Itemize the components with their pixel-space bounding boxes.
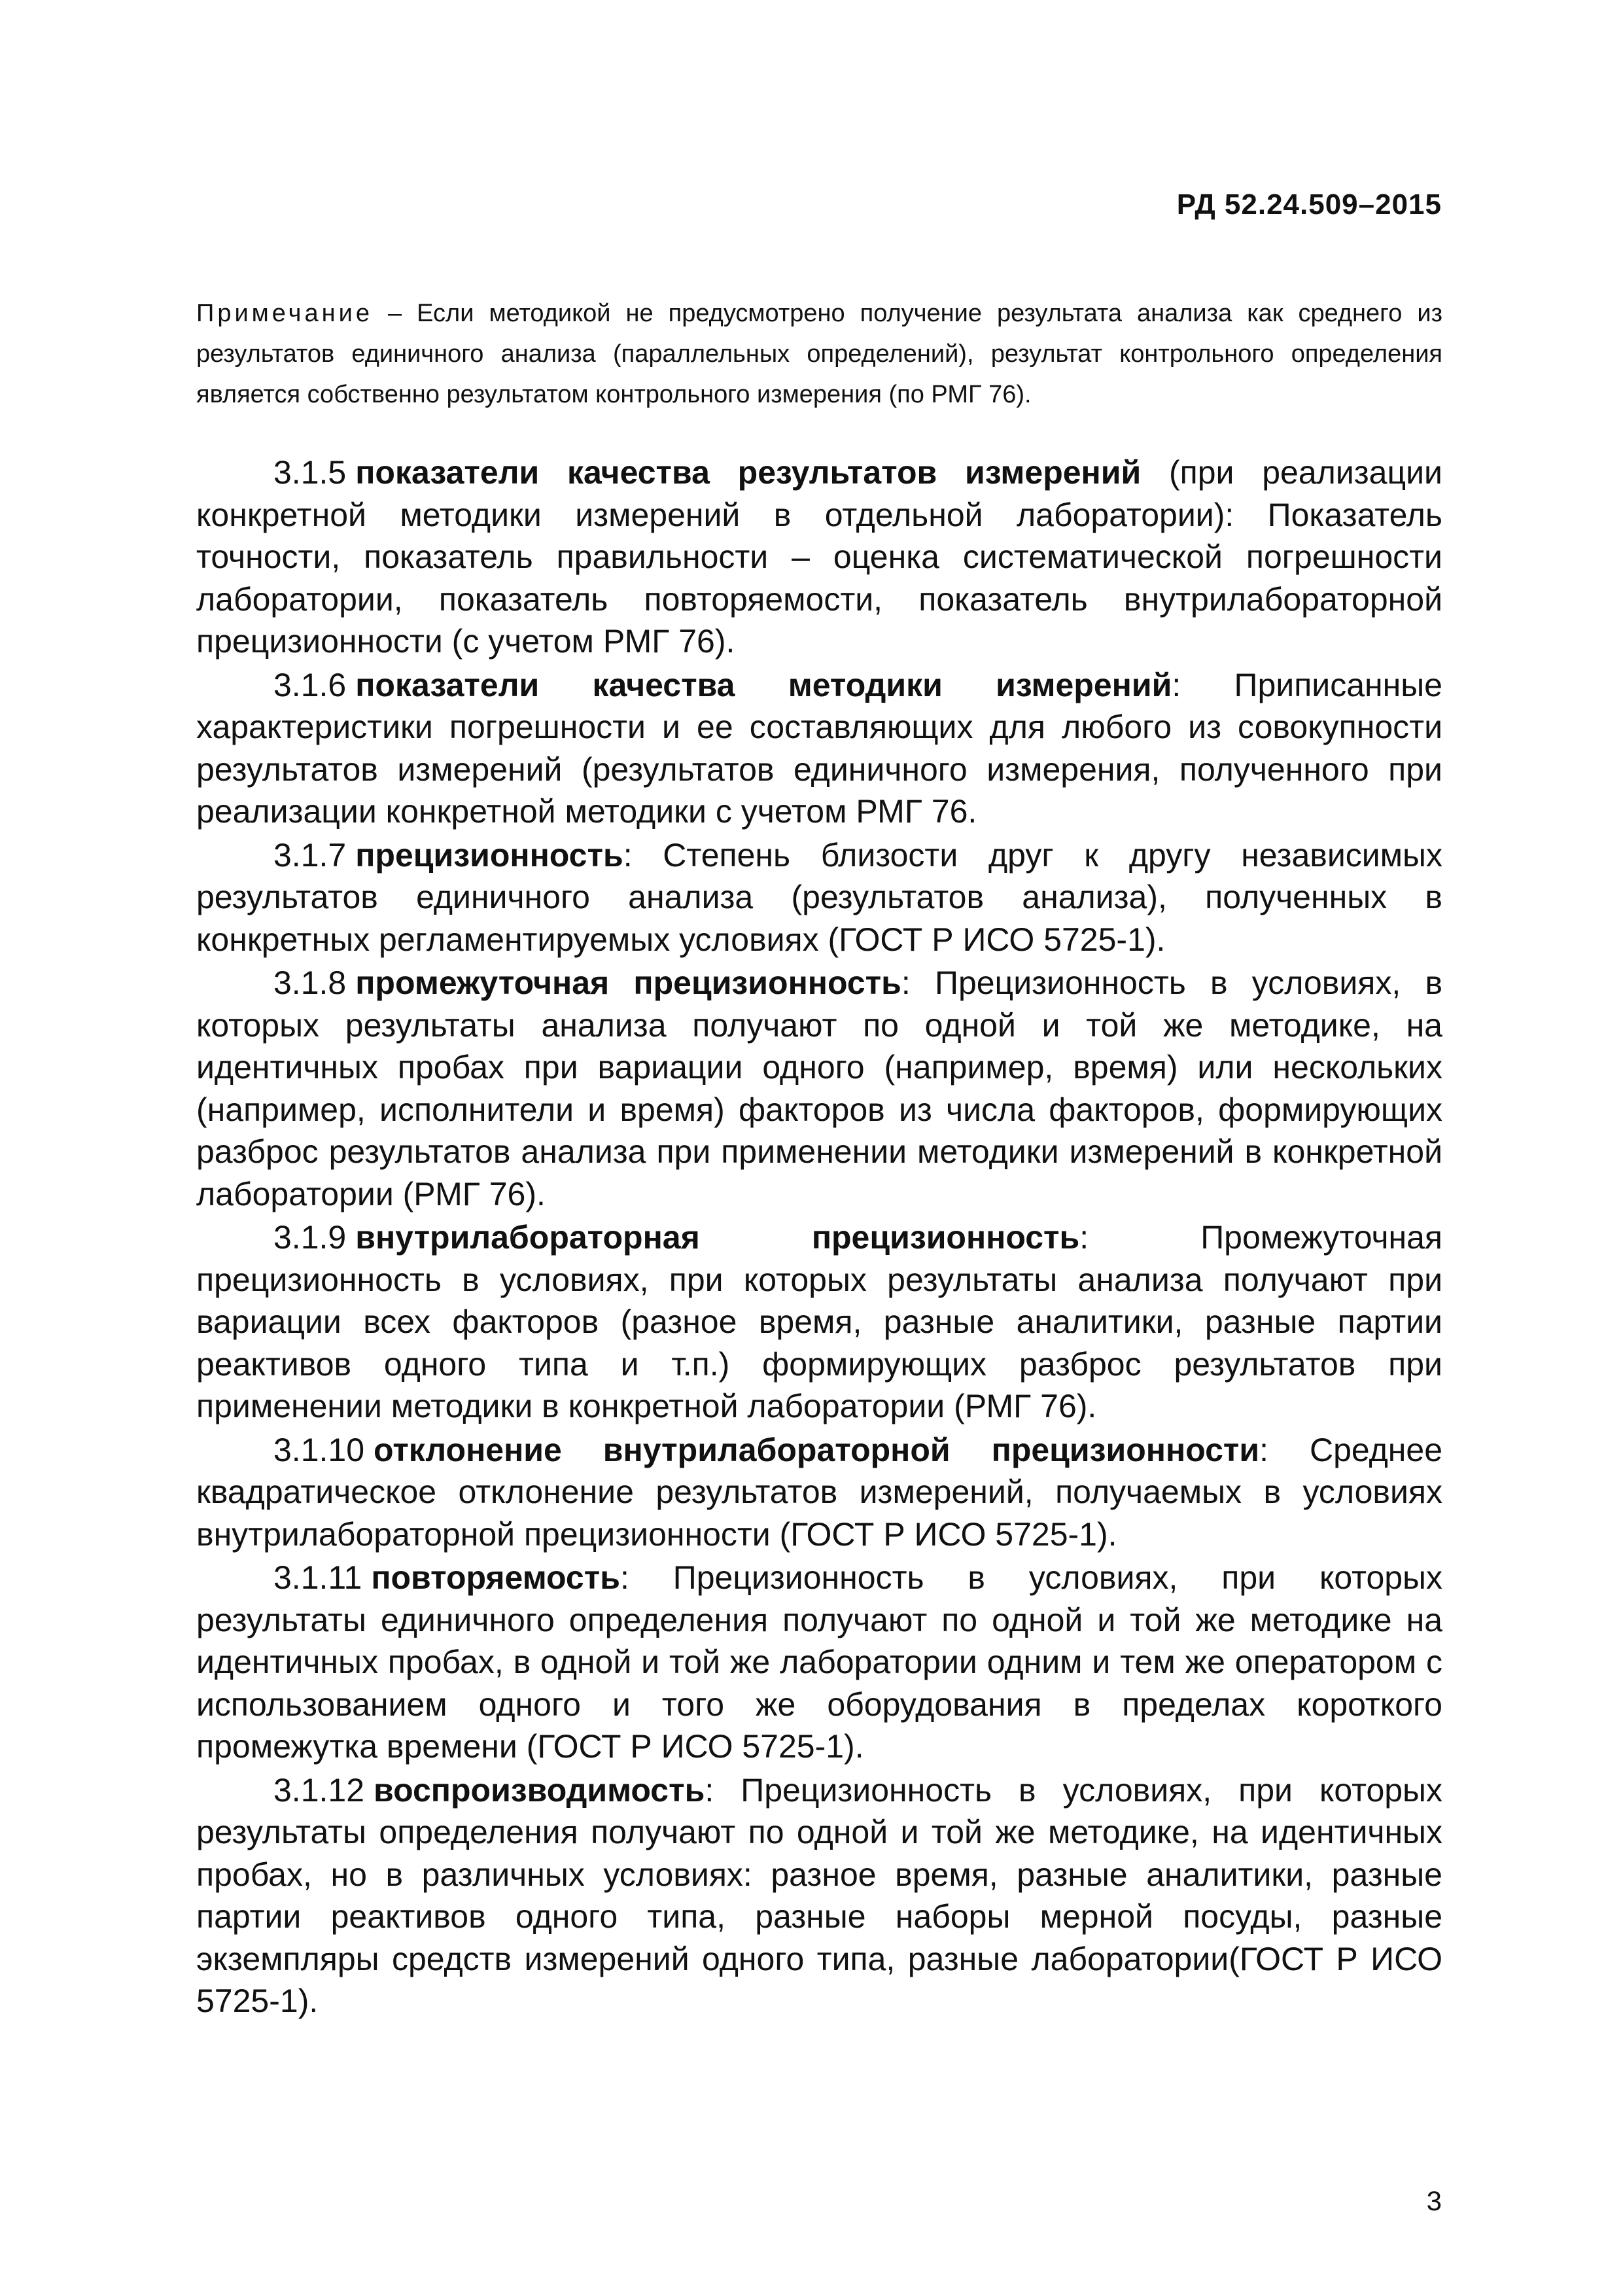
definition-number: 3.1.8 [273, 964, 347, 1001]
definition-3-1-8 [196, 962, 1442, 1215]
definition-term: промежуточная прецизионность [355, 964, 901, 1001]
definition-text: : Промежуточная прецизионность в условиях, при которых результаты анализа получают при вариации всех факторов (разное время, разные аналитики, разные партии реактивов одного типа и т.п.) формирующих разброс результатов при применении методики в конкретной лаборатории (РМГ 76). [196, 1219, 1442, 1424]
definition-number: 3.1.7 [273, 836, 347, 874]
note-text: – Если методикой не предусмотрено получение результата анализа как среднего из результатов единичного анализа (параллельных определений), результат контрольного определения является собственно результатом контрольного измерения (по РМГ 76). [196, 300, 1442, 408]
definition-term: воспроизводимость [374, 1771, 705, 1809]
definition-number: 3.1.6 [273, 666, 347, 703]
definition-3-1-6 [196, 664, 1442, 833]
definition-text: : Прецизионность в условиях, при которых результаты единичного определения получают по одной и той же методике на идентичных пробах, в одной и той же лаборатории одним и тем же оператором с использованием одного и того же оборудования в пределах короткого промежутка времени (ГОСТ Р ИСО 5725-1). [196, 1559, 1442, 1765]
definition-term: отклонение внутрилабораторной прецизионности [374, 1431, 1260, 1468]
definition-term: показатели качества методики измерений [355, 666, 1172, 703]
definition-3-1-7 [196, 834, 1442, 961]
definition-term: повторяемость [371, 1559, 620, 1596]
definition-term: показатели качества результатов измерений [355, 454, 1142, 491]
definition-number: 3.1.12 [273, 1771, 365, 1809]
note-paragraph [196, 293, 1442, 415]
definition-number: 3.1.11 [273, 1559, 362, 1596]
definition-text: : Прецизионность в условиях, в которых результаты анализа получают по одной и той же методике, на идентичных пробах при вариации одного (например, время) или нескольких (например, исполнители и время) факторов из числа факторов, формирующих разброс результатов анализа при применении методики измерений в конкретной лаборатории (РМГ 76). [196, 964, 1443, 1212]
definition-text: : Приписанные характеристики погрешности и ее составляющих для любого из совокупности результатов измерений (результатов единичного измерения, полученного при реализации конкретной методики с учетом РМГ 76. [196, 666, 1442, 830]
definition-3-1-10 [196, 1429, 1442, 1556]
definition-3-1-9 [196, 1216, 1442, 1428]
definition-number: 3.1.9 [273, 1219, 347, 1256]
definitions-list [196, 451, 1442, 2024]
definition-3-1-11 [196, 1557, 1442, 1768]
definition-3-1-12 [196, 1769, 1442, 2022]
page-number: 3 [1426, 2185, 1442, 2216]
definition-number: 3.1.10 [273, 1431, 365, 1468]
document-code: РД 52.24.509–2015 [1176, 188, 1442, 221]
definition-text: (при реализации конкретной методики измерений в отдельной лаборатории): Показатель точности, показатель правильности – оценка систематической погрешности лаборатории, показатель повторяемости, показатель внутрилабораторной прецизионности (с учетом РМГ 76). [196, 454, 1442, 660]
note-label: Примечание [196, 300, 373, 327]
definition-term: внутрилабораторная прецизионность [355, 1219, 1080, 1256]
definition-text: : Среднее квадратическое отклонение результатов измерений, получаемых в условиях внутрилабораторной прецизионности (ГОСТ Р ИСО 5725-1). [196, 1431, 1442, 1553]
definition-text: : Степень близости друг к другу независимых результатов единичного анализа (результатов анализа), полученных в конкретных регламентируемых условиях (ГОСТ Р ИСО 5725-1). [196, 836, 1442, 958]
definition-text: : Прецизионность в условиях, при которых результаты определения получают по одной и той же методике, на идентичных пробах, но в различных условиях: разное время, разные аналитики, разные партии реактивов одного типа, разные наборы мерной посуды, разные экземпляры средств измерений одного типа, разные лаборатории(ГОСТ Р ИСО 5725-1). [196, 1771, 1442, 2019]
definition-3-1-5 [196, 451, 1442, 663]
definition-term: прецизионность [355, 836, 623, 874]
definition-number: 3.1.5 [273, 454, 347, 491]
